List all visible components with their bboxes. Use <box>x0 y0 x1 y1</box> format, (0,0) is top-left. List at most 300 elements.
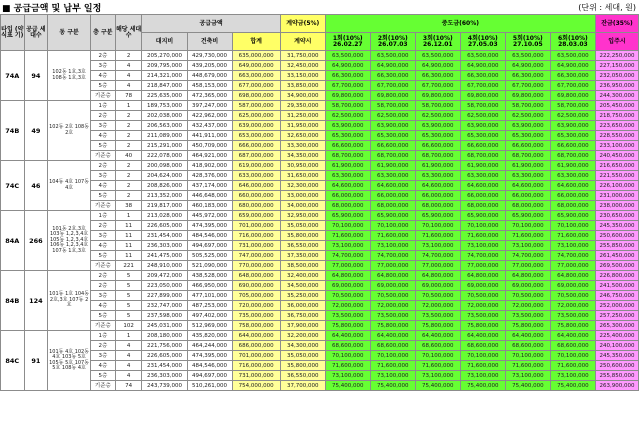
total-price-cell: 646,000,000 <box>232 181 280 191</box>
floor-households-cell: 4 <box>115 361 142 371</box>
floor-households-cell: 5 <box>115 311 142 321</box>
floor-cell: 5층 <box>91 191 116 201</box>
middle-payment-cell: 70,100,000 <box>460 221 505 231</box>
land-price-cell: 208,826,000 <box>142 181 187 191</box>
total-price-cell: 747,000,000 <box>232 251 280 261</box>
table-row <box>1 161 639 171</box>
table-row <box>1 371 639 381</box>
balance-cell: 218,750,000 <box>595 111 638 121</box>
balance-cell: 205,450,000 <box>595 101 638 111</box>
floor-cell: 4층 <box>91 181 116 191</box>
middle-payment-cell: 77,000,000 <box>505 261 550 271</box>
total-price-cell: 660,000,000 <box>232 191 280 201</box>
building-price-cell: 464,244,000 <box>187 341 232 351</box>
total-price-cell: 677,000,000 <box>232 81 280 91</box>
middle-payment-cell: 75,400,000 <box>460 381 505 391</box>
middle-payment-cell: 73,500,000 <box>415 311 460 321</box>
balance-cell: 238,000,000 <box>595 201 638 211</box>
balance-cell: 231,000,000 <box>595 191 638 201</box>
table-row <box>1 81 639 91</box>
total-price-cell: 680,000,000 <box>232 201 280 211</box>
middle-payment-cell: 66,600,000 <box>505 141 550 151</box>
floor-cell: 기준층 <box>91 91 116 101</box>
building-price-cell: 494,697,000 <box>187 241 232 251</box>
middle-payment-cell: 69,800,000 <box>460 91 505 101</box>
total-price-cell: 720,000,000 <box>232 301 280 311</box>
floor-households-cell: 1 <box>115 211 142 221</box>
table-row <box>1 151 639 161</box>
floor-cell: 5층 <box>91 371 116 381</box>
col-middle: 중도금(60%) <box>325 15 595 33</box>
building-price-cell: 487,253,000 <box>187 301 232 311</box>
contract-cell: 34,000,000 <box>280 201 325 211</box>
middle-payment-cell: 70,100,000 <box>415 351 460 361</box>
col-building: 건축비 <box>187 33 232 51</box>
middle-payment-cell: 64,900,000 <box>415 61 460 71</box>
table-row <box>1 191 639 201</box>
contract-cell: 35,050,000 <box>280 221 325 231</box>
middle-payment-cell: 61,900,000 <box>370 161 415 171</box>
contract-cell: 32,400,000 <box>280 271 325 281</box>
middle-payment-cell: 64,600,000 <box>370 181 415 191</box>
balance-cell: 240,100,000 <box>595 341 638 351</box>
middle-payment-cell: 70,100,000 <box>325 351 370 361</box>
balance-cell: 240,450,000 <box>595 151 638 161</box>
middle-payment-cell: 64,900,000 <box>550 61 595 71</box>
contract-cell: 33,850,000 <box>280 81 325 91</box>
total-price-cell: 758,000,000 <box>232 321 280 331</box>
floor-households-cell: 2 <box>115 51 142 61</box>
land-price-cell: 189,753,000 <box>142 101 187 111</box>
middle-payment-cell: 61,900,000 <box>505 161 550 171</box>
building-price-cell: 464,921,000 <box>187 151 232 161</box>
middle-payment-cell: 68,600,000 <box>550 341 595 351</box>
building-price-cell: 418,902,000 <box>187 161 232 171</box>
col-middle-2: 2회(10%) 26.07.03 <box>370 33 415 51</box>
building-price-cell: 484,546,000 <box>187 231 232 241</box>
total-price-cell: 649,000,000 <box>232 61 280 71</box>
middle-payment-cell: 69,800,000 <box>325 91 370 101</box>
middle-payment-cell: 61,900,000 <box>550 161 595 171</box>
household-count-cell: 91 <box>24 331 48 391</box>
floor-cell: 기준층 <box>91 261 116 271</box>
floor-cell: 2층 <box>91 221 116 231</box>
table-row <box>1 321 639 331</box>
middle-payment-cell: 71,600,000 <box>550 231 595 241</box>
floor-households-cell: 11 <box>115 231 142 241</box>
balance-cell: 255,850,000 <box>595 241 638 251</box>
middle-payment-cell: 73,100,000 <box>415 371 460 381</box>
building-price-cell: 484,546,000 <box>187 361 232 371</box>
middle-payment-cell: 75,400,000 <box>415 381 460 391</box>
floor-households-cell: 4 <box>115 341 142 351</box>
col-supply-price: 공급금액 <box>142 15 280 33</box>
balance-cell: 216,650,000 <box>595 161 638 171</box>
col-households: 공급 세대수 <box>24 15 48 51</box>
balance-cell: 255,850,000 <box>595 371 638 381</box>
total-price-cell: 770,000,000 <box>232 261 280 271</box>
land-price-cell: 236,303,000 <box>142 241 187 251</box>
balance-cell: 265,300,000 <box>595 321 638 331</box>
middle-payment-cell: 68,000,000 <box>550 201 595 211</box>
middle-payment-cell: 75,800,000 <box>325 321 370 331</box>
table-row <box>1 361 639 371</box>
building-price-cell: 474,395,000 <box>187 221 232 231</box>
floor-cell: 1층 <box>91 331 116 341</box>
contract-cell: 32,200,000 <box>280 331 325 341</box>
middle-payment-cell: 63,900,000 <box>550 121 595 131</box>
table-row <box>1 291 639 301</box>
land-price-cell: 222,078,000 <box>142 151 187 161</box>
dong-cell: 101동 1호 104동 2호,3호 107동 2호 <box>48 271 91 331</box>
section-header <box>0 0 640 14</box>
floor-cell: 5층 <box>91 81 116 91</box>
land-price-cell: 223,050,000 <box>142 281 187 291</box>
floor-households-cell: 2 <box>115 191 142 201</box>
middle-payment-cell: 63,500,000 <box>550 51 595 61</box>
table-body <box>1 51 639 391</box>
floor-cell: 4층 <box>91 241 116 251</box>
middle-payment-cell: 64,900,000 <box>370 61 415 71</box>
middle-payment-cell: 64,400,000 <box>415 331 460 341</box>
middle-payment-cell: 70,500,000 <box>325 291 370 301</box>
land-price-cell: 225,635,000 <box>142 91 187 101</box>
middle-payment-cell: 71,600,000 <box>460 231 505 241</box>
household-count-cell: 124 <box>24 271 48 331</box>
floor-households-cell: 40 <box>115 151 142 161</box>
total-price-cell: 686,000,000 <box>232 341 280 351</box>
middle-payment-cell: 63,900,000 <box>325 121 370 131</box>
middle-payment-cell: 64,600,000 <box>460 181 505 191</box>
building-price-cell: 494,697,000 <box>187 371 232 381</box>
floor-households-cell: 2 <box>115 121 142 131</box>
total-price-cell: 701,000,000 <box>232 351 280 361</box>
middle-payment-cell: 66,000,000 <box>550 191 595 201</box>
contract-cell: 29,350,000 <box>280 101 325 111</box>
middle-payment-cell: 68,700,000 <box>460 151 505 161</box>
dong-cell: 101동 2호,3호 103동 1,2,3,4호 105동 1,2,3,4호 106동 1,2,3,4호 107동 1호,3호 <box>48 211 91 271</box>
contract-cell: 32,300,000 <box>280 181 325 191</box>
middle-payment-cell: 58,700,000 <box>505 101 550 111</box>
balance-cell: 227,150,000 <box>595 61 638 71</box>
middle-payment-cell: 67,700,000 <box>550 81 595 91</box>
middle-payment-cell: 63,300,000 <box>460 171 505 181</box>
total-price-cell: 639,000,000 <box>232 121 280 131</box>
contract-cell: 35,250,000 <box>280 291 325 301</box>
col-land: 대지비 <box>142 33 187 51</box>
middle-payment-cell: 64,800,000 <box>505 271 550 281</box>
land-price-cell: 213,352,000 <box>142 191 187 201</box>
middle-payment-cell: 66,300,000 <box>460 71 505 81</box>
household-count-cell: 266 <box>24 211 48 271</box>
floor-cell: 4층 <box>91 301 116 311</box>
middle-payment-cell: 66,000,000 <box>415 191 460 201</box>
middle-payment-cell: 63,300,000 <box>370 171 415 181</box>
building-price-cell: 460,183,000 <box>187 201 232 211</box>
middle-payment-cell: 74,700,000 <box>460 251 505 261</box>
middle-payment-cell: 65,300,000 <box>370 131 415 141</box>
middle-payment-cell: 73,500,000 <box>325 311 370 321</box>
floor-households-cell: 2 <box>115 181 142 191</box>
total-price-cell: 701,000,000 <box>232 221 280 231</box>
col-middle-1: 1회(10%) 26.02.27 <box>325 33 370 51</box>
middle-payment-cell: 70,100,000 <box>415 221 460 231</box>
middle-payment-cell: 70,100,000 <box>550 221 595 231</box>
middle-payment-cell: 69,800,000 <box>370 91 415 101</box>
middle-payment-cell: 63,900,000 <box>370 121 415 131</box>
middle-payment-cell: 73,100,000 <box>550 241 595 251</box>
middle-payment-cell: 62,500,000 <box>505 111 550 121</box>
middle-payment-cell: 71,600,000 <box>325 361 370 371</box>
middle-payment-cell: 73,100,000 <box>505 241 550 251</box>
balance-cell: 245,350,000 <box>595 351 638 361</box>
table-row <box>1 211 639 221</box>
middle-payment-cell: 64,800,000 <box>370 271 415 281</box>
table-row <box>1 61 639 71</box>
total-price-cell: 705,000,000 <box>232 291 280 301</box>
total-price-cell: 716,000,000 <box>232 361 280 371</box>
middle-payment-cell: 70,500,000 <box>460 291 505 301</box>
dong-cell: 102동 1호,3호 108동 1호,3호 <box>48 51 91 101</box>
middle-payment-cell: 66,000,000 <box>370 191 415 201</box>
total-price-cell: 659,000,000 <box>232 211 280 221</box>
middle-payment-cell: 66,600,000 <box>460 141 505 151</box>
floor-households-cell: 2 <box>115 171 142 181</box>
middle-payment-cell: 64,400,000 <box>505 331 550 341</box>
balance-cell: 246,750,000 <box>595 291 638 301</box>
middle-payment-cell: 73,100,000 <box>460 241 505 251</box>
building-price-cell: 450,709,000 <box>187 141 232 151</box>
middle-payment-cell: 70,500,000 <box>505 291 550 301</box>
middle-payment-cell: 63,300,000 <box>415 171 460 181</box>
middle-payment-cell: 63,300,000 <box>325 171 370 181</box>
building-price-cell: 441,911,000 <box>187 131 232 141</box>
contract-cell: 31,250,000 <box>280 111 325 121</box>
table-row <box>1 261 639 271</box>
col-middle-6: 6회(10%) 28.03.03 <box>550 33 595 51</box>
building-price-cell: 439,205,000 <box>187 61 232 71</box>
middle-payment-cell: 66,300,000 <box>550 71 595 81</box>
total-price-cell: 644,000,000 <box>232 331 280 341</box>
floor-cell: 1층 <box>91 211 116 221</box>
middle-payment-cell: 72,000,000 <box>325 301 370 311</box>
dong-cell: 101동 4호 102동 4호 103동 5호 105동 5호 107동 5호 108동 4호 <box>48 331 91 391</box>
middle-payment-cell: 64,400,000 <box>550 331 595 341</box>
contract-cell: 36,000,000 <box>280 301 325 311</box>
middle-payment-cell: 69,000,000 <box>415 281 460 291</box>
middle-payment-cell: 66,000,000 <box>325 191 370 201</box>
floor-cell: 기준층 <box>91 381 116 391</box>
floor-households-cell: 11 <box>115 241 142 251</box>
contract-cell: 38,500,000 <box>280 261 325 271</box>
middle-payment-cell: 64,600,000 <box>325 181 370 191</box>
total-price-cell: 690,000,000 <box>232 281 280 291</box>
contract-cell: 33,300,000 <box>280 141 325 151</box>
middle-payment-cell: 71,600,000 <box>325 231 370 241</box>
floor-cell: 1층 <box>91 101 116 111</box>
middle-payment-cell: 64,800,000 <box>460 271 505 281</box>
middle-payment-cell: 67,700,000 <box>505 81 550 91</box>
middle-payment-cell: 58,700,000 <box>415 101 460 111</box>
middle-payment-cell: 63,900,000 <box>505 121 550 131</box>
balance-cell: 263,900,000 <box>595 381 638 391</box>
middle-payment-cell: 62,500,000 <box>415 111 460 121</box>
total-price-cell: 698,000,000 <box>232 91 280 101</box>
col-balance-sub: 입주시 <box>595 33 638 51</box>
floor-cell: 기준층 <box>91 321 116 331</box>
contract-cell: 31,750,000 <box>280 51 325 61</box>
middle-payment-cell: 63,500,000 <box>415 51 460 61</box>
floor-cell: 4층 <box>91 131 116 141</box>
col-middle-5: 5회(10%) 27.10.05 <box>505 33 550 51</box>
middle-payment-cell: 64,800,000 <box>415 271 460 281</box>
middle-payment-cell: 70,100,000 <box>370 221 415 231</box>
type-cell: 74B <box>1 101 25 161</box>
contract-cell: 36,550,000 <box>280 371 325 381</box>
header-row-1 <box>1 15 639 33</box>
middle-payment-cell: 70,500,000 <box>370 291 415 301</box>
middle-payment-cell: 73,500,000 <box>460 311 505 321</box>
land-price-cell: 226,605,000 <box>142 221 187 231</box>
floor-households-cell: 4 <box>115 61 142 71</box>
middle-payment-cell: 64,600,000 <box>415 181 460 191</box>
middle-payment-cell: 58,700,000 <box>325 101 370 111</box>
table-row <box>1 231 639 241</box>
contract-cell: 31,650,000 <box>280 171 325 181</box>
middle-payment-cell: 77,000,000 <box>370 261 415 271</box>
middle-payment-cell: 58,700,000 <box>370 101 415 111</box>
household-count-cell: 46 <box>24 161 48 211</box>
middle-payment-cell: 62,500,000 <box>460 111 505 121</box>
middle-payment-cell: 64,600,000 <box>505 181 550 191</box>
table-row <box>1 141 639 151</box>
balance-cell: 223,650,000 <box>595 121 638 131</box>
middle-payment-cell: 73,100,000 <box>325 241 370 251</box>
floor-households-cell: 5 <box>115 301 142 311</box>
middle-payment-cell: 65,900,000 <box>460 211 505 221</box>
table-row <box>1 341 639 351</box>
land-price-cell: 215,291,000 <box>142 141 187 151</box>
balance-cell: 245,350,000 <box>595 221 638 231</box>
contract-cell: 35,800,000 <box>280 361 325 371</box>
contract-cell: 32,650,000 <box>280 131 325 141</box>
middle-payment-cell: 77,000,000 <box>460 261 505 271</box>
middle-payment-cell: 66,600,000 <box>325 141 370 151</box>
middle-payment-cell: 67,700,000 <box>415 81 460 91</box>
total-price-cell: 633,000,000 <box>232 171 280 181</box>
total-price-cell: 666,000,000 <box>232 141 280 151</box>
total-price-cell: 754,000,000 <box>232 381 280 391</box>
middle-payment-cell: 64,400,000 <box>460 331 505 341</box>
table-row <box>1 241 639 251</box>
middle-payment-cell: 63,500,000 <box>460 51 505 61</box>
household-count-cell: 49 <box>24 101 48 161</box>
contract-cell: 36,550,000 <box>280 241 325 251</box>
col-dong: 동 구분 <box>48 15 91 51</box>
land-price-cell: 208,180,000 <box>142 331 187 341</box>
floor-households-cell: 4 <box>115 81 142 91</box>
middle-payment-cell: 64,400,000 <box>325 331 370 341</box>
table-row <box>1 221 639 231</box>
middle-payment-cell: 62,500,000 <box>370 111 415 121</box>
middle-payment-cell: 74,700,000 <box>550 251 595 261</box>
middle-payment-cell: 68,000,000 <box>460 201 505 211</box>
floor-households-cell: 221 <box>115 261 142 271</box>
contract-cell: 35,050,000 <box>280 351 325 361</box>
middle-payment-cell: 74,700,000 <box>415 251 460 261</box>
middle-payment-cell: 68,700,000 <box>370 151 415 161</box>
floor-cell: 4층 <box>91 361 116 371</box>
floor-cell: 3층 <box>91 171 116 181</box>
floor-households-cell: 5 <box>115 291 142 301</box>
total-price-cell: 663,000,000 <box>232 71 280 81</box>
type-cell: 84A <box>1 211 25 271</box>
middle-payment-cell: 70,100,000 <box>550 351 595 361</box>
land-price-cell: 241,475,000 <box>142 251 187 261</box>
floor-cell: 2층 <box>91 271 116 281</box>
middle-payment-cell: 65,900,000 <box>370 211 415 221</box>
middle-payment-cell: 66,000,000 <box>505 191 550 201</box>
building-price-cell: 466,950,000 <box>187 281 232 291</box>
middle-payment-cell: 70,100,000 <box>505 351 550 361</box>
contract-cell: 32,450,000 <box>280 61 325 71</box>
land-price-cell: 205,270,000 <box>142 51 187 61</box>
middle-payment-cell: 73,100,000 <box>370 371 415 381</box>
floor-cell: 5층 <box>91 311 116 321</box>
floor-households-cell: 11 <box>115 251 142 261</box>
unit-note: (단위 : 세대, 원) <box>578 3 636 12</box>
middle-payment-cell: 58,700,000 <box>460 101 505 111</box>
floor-households-cell: 102 <box>115 321 142 331</box>
land-price-cell: 227,899,000 <box>142 291 187 301</box>
middle-payment-cell: 71,600,000 <box>550 361 595 371</box>
middle-payment-cell: 71,600,000 <box>415 361 460 371</box>
balance-cell: 236,950,000 <box>595 81 638 91</box>
contract-cell: 30,950,000 <box>280 161 325 171</box>
middle-payment-cell: 65,900,000 <box>325 211 370 221</box>
middle-payment-cell: 65,300,000 <box>460 131 505 141</box>
middle-payment-cell: 69,000,000 <box>370 281 415 291</box>
floor-households-cell: 38 <box>115 201 142 211</box>
middle-payment-cell: 61,900,000 <box>325 161 370 171</box>
building-price-cell: 446,648,000 <box>187 191 232 201</box>
balance-cell: 226,800,000 <box>595 271 638 281</box>
middle-payment-cell: 70,100,000 <box>370 351 415 361</box>
land-price-cell: 219,817,000 <box>142 201 187 211</box>
land-price-cell: 214,321,000 <box>142 71 187 81</box>
middle-payment-cell: 75,800,000 <box>370 321 415 331</box>
type-cell: 84B <box>1 271 25 331</box>
middle-payment-cell: 64,900,000 <box>460 61 505 71</box>
building-price-cell: 445,972,000 <box>187 211 232 221</box>
total-price-cell: 648,000,000 <box>232 271 280 281</box>
type-cell: 74C <box>1 161 25 211</box>
floor-households-cell: 2 <box>115 131 142 141</box>
floor-households-cell: 78 <box>115 91 142 101</box>
land-price-cell: 202,038,000 <box>142 111 187 121</box>
floor-households-cell: 5 <box>115 271 142 281</box>
land-price-cell: 211,089,000 <box>142 131 187 141</box>
floor-cell: 3층 <box>91 61 116 71</box>
middle-payment-cell: 64,800,000 <box>550 271 595 281</box>
middle-payment-cell: 68,600,000 <box>325 341 370 351</box>
middle-payment-cell: 68,600,000 <box>370 341 415 351</box>
type-cell: 84C <box>1 331 25 391</box>
middle-payment-cell: 69,800,000 <box>550 91 595 101</box>
contract-cell: 32,950,000 <box>280 211 325 221</box>
middle-payment-cell: 69,000,000 <box>325 281 370 291</box>
middle-payment-cell: 77,000,000 <box>325 261 370 271</box>
